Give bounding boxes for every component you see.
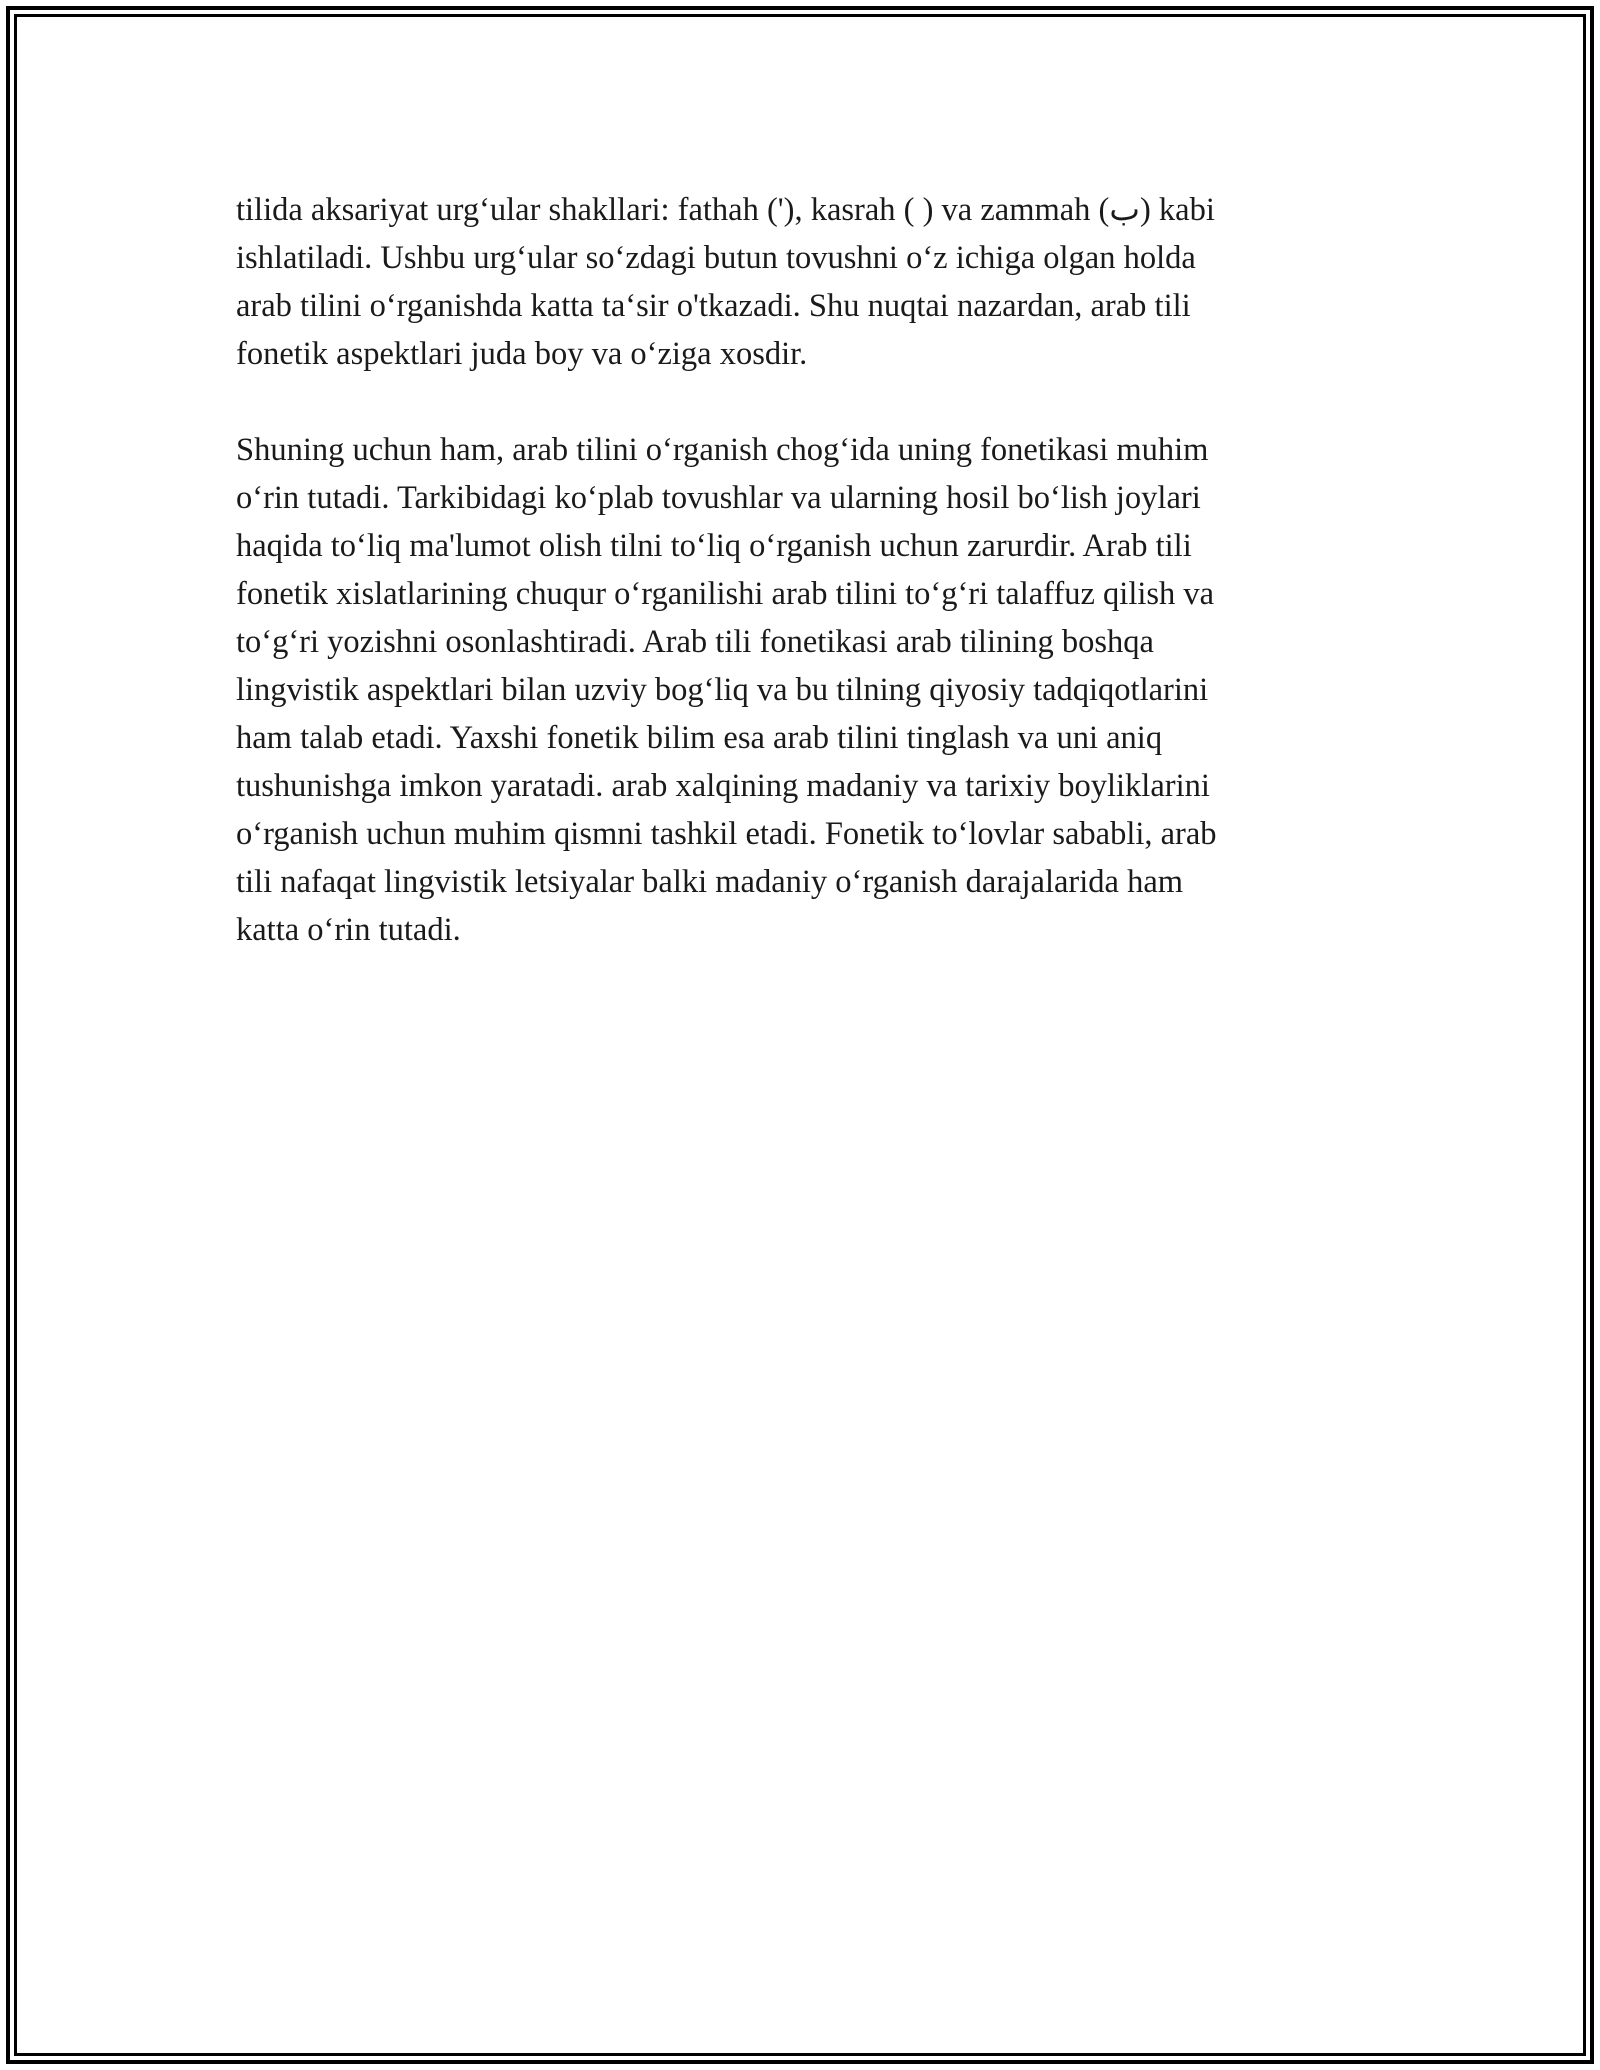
text-line: o‘rganish uchun muhim qismni tashkil etadi. Fonetik to‘lovlar sababli, arab	[236, 816, 1217, 852]
text-line: fonetik xislatlarining chuqur o‘rganilishi arab tilini to‘g‘ri talaffuz qilish va	[236, 576, 1215, 612]
paragraph-2	[236, 426, 1356, 954]
text-line: katta o‘rin tutadi.	[236, 912, 461, 948]
text-line: ham talab etadi. Yaxshi fonetik bilim esa arab tilini tinglash va uni aniq	[236, 720, 1163, 756]
text-line: haqida to‘liq ma'lumot olish tilni to‘liq o‘rganish uchun zarurdir. Arab tili	[236, 528, 1192, 564]
text-line: o‘rin tutadi. Tarkibidagi ko‘plab tovushlar va ularning hosil bo‘lish joylari	[236, 480, 1201, 516]
text-line: tili nafaqat lingvistik letsiyalar balki madaniy o‘rganish darajalarida ham	[236, 864, 1184, 900]
text-line: fonetik aspektlari juda boy va o‘ziga xosdir.	[236, 336, 808, 372]
text-line: ishlatiladi. Ushbu urg‘ular so‘zdagi butun tovushni o‘z ichiga olgan holda	[236, 240, 1196, 276]
text-line: to‘g‘ri yozishni osonlashtiradi. Arab tili fonetikasi arab tilining boshqa	[236, 624, 1154, 660]
paragraph-1	[236, 186, 1356, 378]
text-line: tushunishga imkon yaratadi. arab xalqining madaniy va tarixiy boyliklarini	[236, 768, 1210, 804]
text-line: tilida aksariyat urg‘ular shakllari: fathah ('), kasrah ( ) va zammah (ب) kabi	[236, 192, 1215, 228]
text-line: Shuning uchun ham, arab tilini o‘rganish chog‘ida uning fonetikasi muhim	[236, 432, 1209, 468]
text-line: arab tilini o‘rganishda katta ta‘sir o'tkazadi. Shu nuqtai nazardan, arab tili	[236, 288, 1191, 324]
text-line: lingvistik aspektlari bilan uzviy bog‘liq va bu tilning qiyosiy tadqiqotlarini	[236, 672, 1209, 708]
document-body	[236, 186, 1356, 1002]
